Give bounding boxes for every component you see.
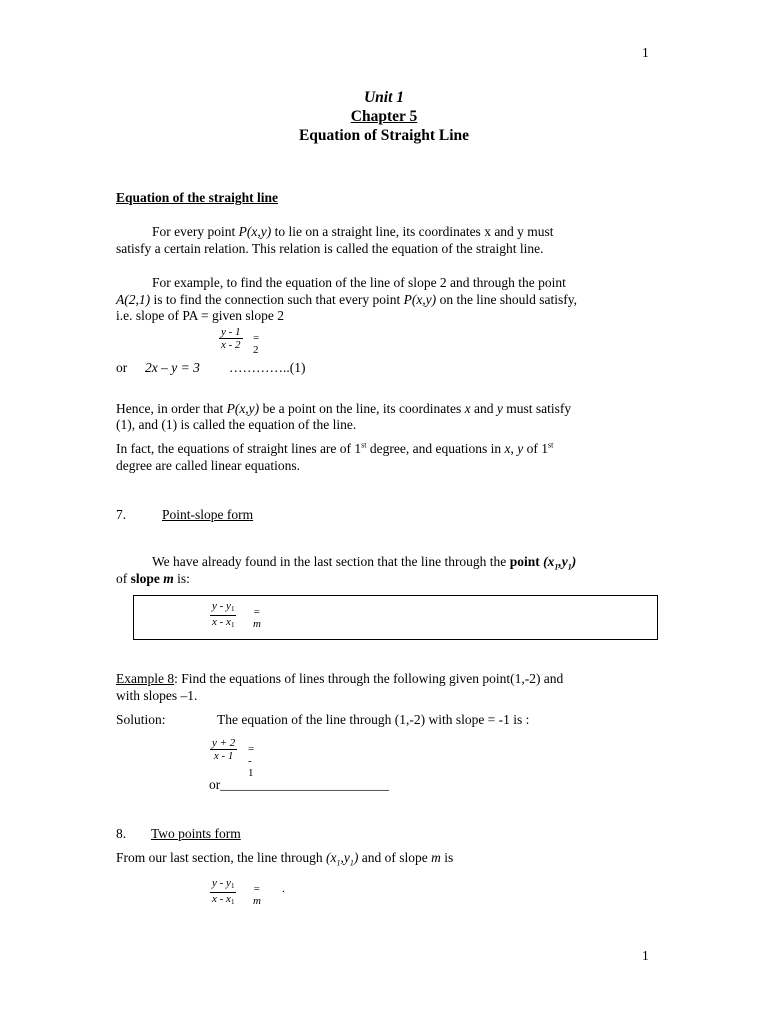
page-title: Equation of Straight Line: [298, 127, 470, 144]
section-7-paragraph-line-2: of slope m is:: [116, 571, 190, 586]
two-points-fraction: y - y1 x - x1 = m .: [212, 877, 285, 907]
section-8-paragraph: From our last section, the line through $(x_1,y_1)$ and of slope m is: [116, 850, 454, 868]
section-8-number: 8.: [116, 826, 127, 841]
paragraph-2-line-1: For example, to find the equation of the line of slope 2 and through the point: [152, 275, 566, 290]
paragraph-4-line-2: degree are called linear equations.: [116, 458, 301, 473]
solution-text: The equation of the line through (1,-2) with slope = -1 is :: [217, 712, 530, 727]
section-7-number: 7.: [116, 507, 127, 522]
paragraph-3-line-1: Hence, in order that P(x,y) be a point on the line, its coordinates x and y must satisfy: [116, 401, 572, 416]
section-8-heading: Two points form: [151, 826, 241, 841]
example-8-line-1: Example 8: Find the equations of lines through the following given point(1,-2) and: [116, 671, 564, 686]
paragraph-1-line-2: satisfy a certain relation. This relation is called the equation of the straight line.: [116, 241, 544, 256]
section-7-heading: Point-slope form: [162, 507, 254, 522]
paragraph-2-line-3: i.e. slope of PA = given slope 2: [116, 308, 284, 323]
chapter-title: Chapter 5: [350, 108, 418, 125]
answer-blank: or_________________________: [209, 777, 389, 792]
paragraph-4-line-1: In fact, the equations of straight lines are of 1st degree, and equations in x, y of 1st: [116, 440, 554, 456]
equation-1-reference: …………..(1): [229, 360, 306, 375]
page-number-top: 1: [642, 45, 649, 60]
paragraph-1-line-1: For every point P(x,y) to lie on a straight line, its coordinates x and y must: [152, 224, 554, 239]
section-7-paragraph-line-1: We have already found in the last section that the line through the point $(x_1,y_1)$: [152, 554, 577, 572]
or-label-1: or: [116, 360, 128, 375]
section-heading-straight-line: Equation of the straight line: [116, 190, 279, 205]
page-number-bottom: 1: [642, 948, 649, 963]
solution-label: Solution:: [116, 712, 166, 727]
unit-title: Unit 1: [363, 89, 405, 106]
example-8-fraction: y + 2 x - 1 = - 1: [212, 737, 255, 779]
example-8-line-2: with slopes –1.: [116, 688, 198, 703]
slope-fraction-1: y - 1 x - 2 = 2: [221, 326, 260, 356]
paragraph-2-line-2: A(2,1) is to find the connection such that every point P(x,y) on the line should satisfy,: [116, 292, 578, 307]
point-slope-formula: y - y1 x - x1 = m: [212, 600, 261, 630]
equation-1: 2x – y = 3: [145, 360, 200, 375]
paragraph-3-line-2: (1), and (1) is called the equation of the line.: [116, 417, 357, 432]
